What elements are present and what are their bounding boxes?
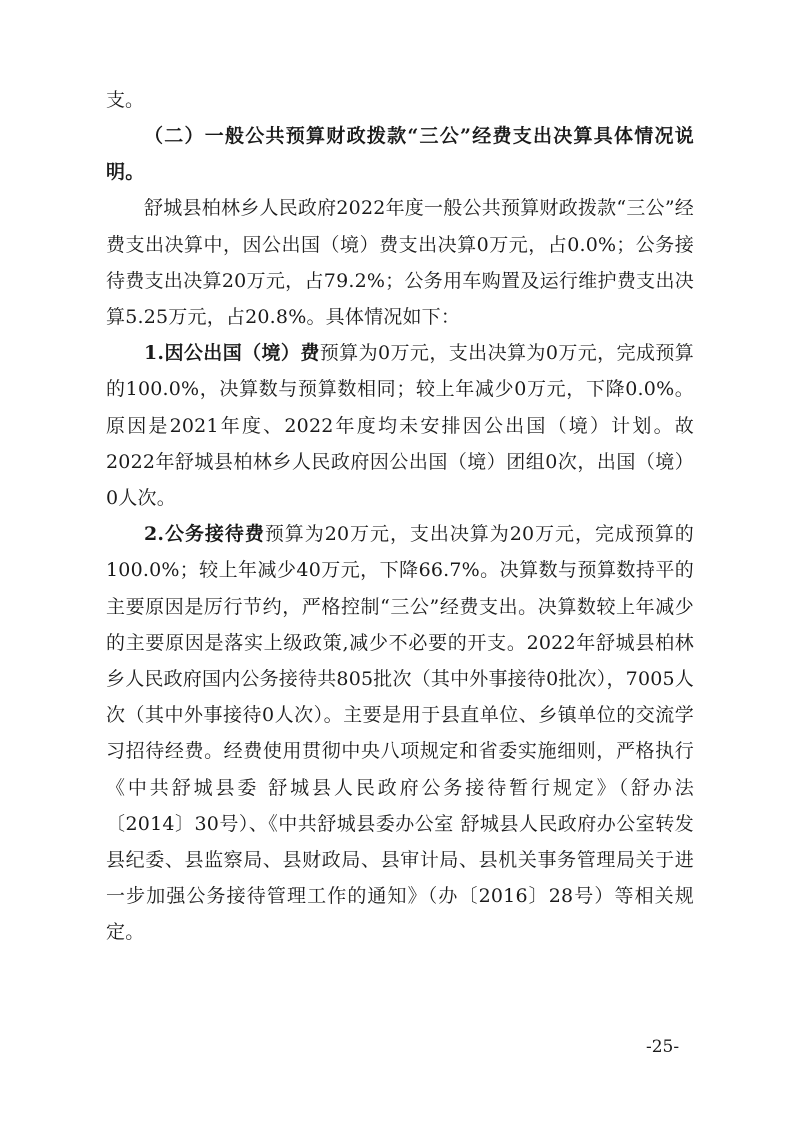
document-body [106,118,694,951]
item1-body: 预算为0万元，支出决算为0万元，完成预算的100.0%，决算数与预算数相同；较上年减少0万元，下降0.0%。原因是2021年度、2022年度均未安排因公出国（境）计划。故2022年舒城县柏林乡人民政府因公出国（境）团组0次，出国（境）0人次。 [106,342,694,510]
continuation-text: 支。 [106,89,145,111]
item2-body: 预算为20万元，支出决算为20万元，完成预算的100.0%；较上年减少40万元，下降66.7%。决算数与预算数持平的主要原因是厉行节约，严格控制“三公”经费支出。决算数较上年减少的主要原因是落实上级政策,减少不必要的开支。2022年舒城县柏林乡人民政府国内公务接待共805批次（其中外事接待0批次），7005人次（其中外事接待0人次）。主要是用于县直单位、乡镇单位的交流学习招待经费。经费使用贯彻中央八项规定和省委实施细则，严格执行《中共舒城县委 舒城县人民政府公务接待暂行规定》（舒办法〔2014〕30号）、《中共舒城县委办公室 舒城县人民政府办公室转发县纪委、县监察局、县财政局、县审计局、县机关事务管理局关于进一步加强公务接待管理工作的通知》（办〔2016〕28号）等相关规定。 [106,523,695,944]
summary-paragraph: 舒城县柏林乡人民政府2022年度一般公共预算财政拨款“三公”经费支出决算中，因公出国（境）费支出决算0万元，占0.0%；公务接待费支出决算20万元，占79.2%；公务用车购置及运行维护费支出决算5.25万元，占20.8%。具体情况如下： [106,197,694,329]
item2-title: 2.公务接待费 [144,523,265,546]
section-heading: （二）一般公共预算财政拨款“三公”经费支出决算具体情况说明。 [106,125,694,184]
item2-paragraph [106,516,694,950]
item1-paragraph [106,335,694,516]
page-number: -25- [646,1037,680,1057]
item1-title: 1.因公出国（境）费 [144,342,320,365]
